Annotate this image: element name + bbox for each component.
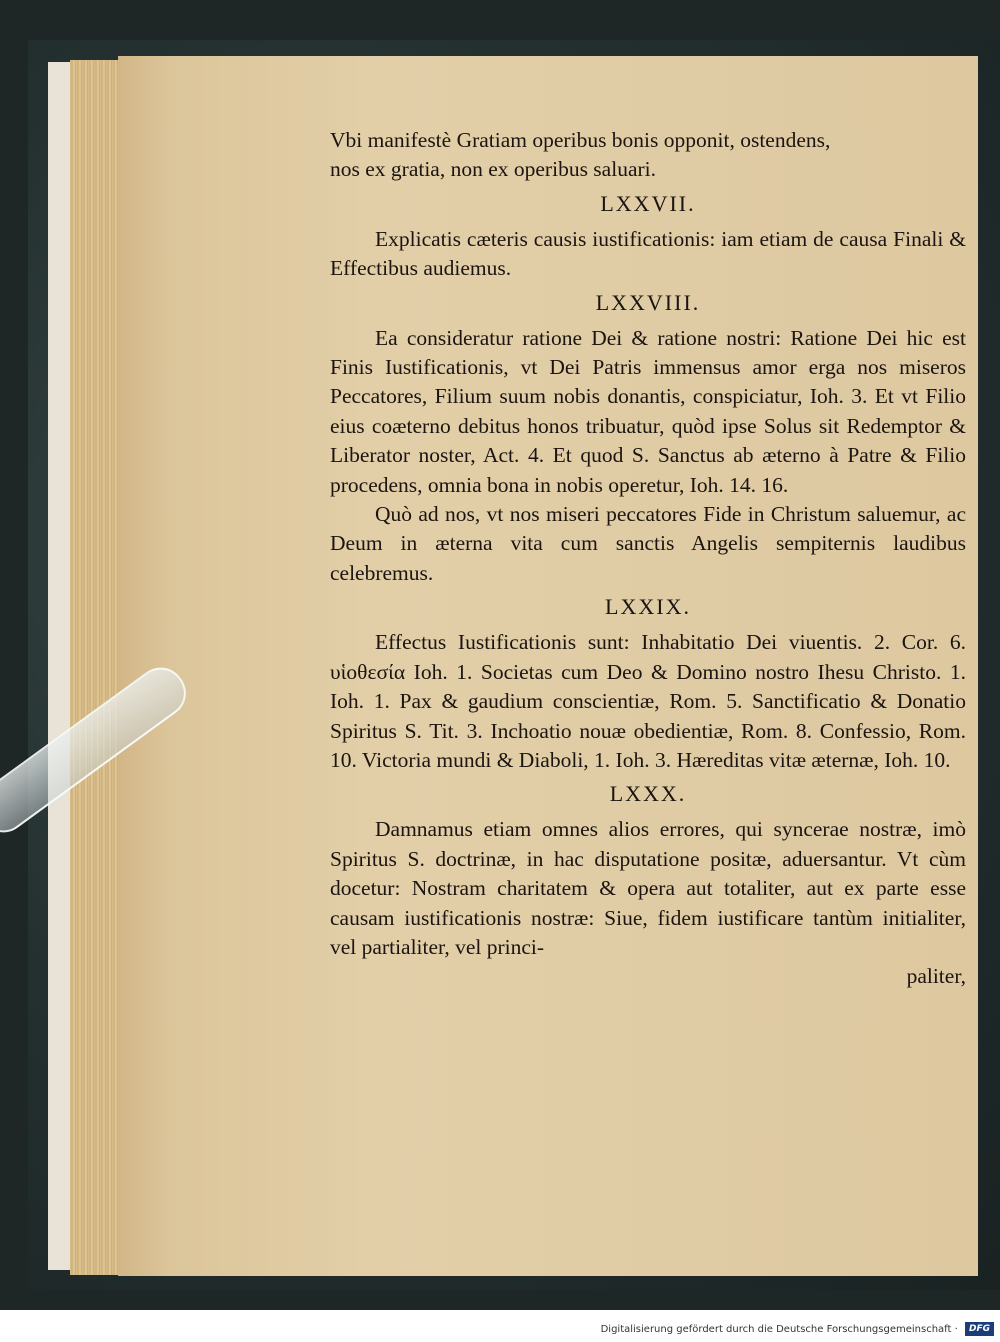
paragraph-lxxx: Damnamus etiam omnes alios errores, qui syncerae nostræ, imò Spiritus S. doctrinæ, in hac disputatione positæ, aduersantur. Vt cùm docetur: Nostram charitatem & opera aut totaliter, aut ex parte esse causam iustificationis nostræ: Siue, fidem iustificare tantùm initialiter, vel partialiter, vel princi-	[330, 817, 966, 959]
intro-line-1: Vbi manifestè Gratiam operibus bonis opponit, ostendens,	[330, 128, 831, 152]
section-heading-lxxviii: LXXVIII.	[595, 289, 701, 315]
section-heading-lxxvii: LXXVII.	[600, 190, 696, 216]
paragraph-lxxviii-1: Ea consideratur ratione Dei & ratione nostri: Ratione Dei hic est Finis Iustificationis, vt Dei Patris immensus amor erga nos miseros Peccatores, Filium suum nobis donantis, conspiciatur, Ioh. 3. Et vt Filio eius coæterno debitus honos tribuatur, quòd ipse Solus sit Redemptor & Liberator noster, Act. 4. Et quod S. Sanctus ab æterno à Patre & Filio procedens, omnia bona in nobis operetur, Ioh. 14. 16.	[330, 325, 966, 497]
footer-credit: Digitalisierung gefördert durch die Deutsche Forschungsgemeinschaft · DFG	[0, 1318, 994, 1342]
intro-line-2: nos ex gratia, non ex operibus saluari.	[330, 157, 656, 182]
footer-text: Digitalisierung gefördert durch die Deutsche Forschungsgemeinschaft	[600, 1324, 952, 1335]
section-heading-lxxx: LXXX.	[609, 781, 687, 807]
paragraph-lxxix: Effectus Iustificationis sunt: Inhabitatio Dei viuentis. 2. Cor. 6. υἱοθεσία Ioh. 1. Societas cum Deo & Domino nostro Ihesu Christo. 1. Ioh. 1. Pax & gaudium conscientiæ, Rom. 5. Sanctificatio & Donatio Spiritus S. Tit. 3. Inchoatio nouæ obedientiæ, Rom. 8. Confessio, Rom. 10. Victoria mundi & Diaboli, 1. Ioh. 3. Hæreditas vitæ æternæ, Ioh. 10.	[330, 630, 966, 772]
paragraph-lxxvii: Explicatis cæteris causis iustificationis: iam etiam de causa Finali & Effectibus audiemus.	[330, 226, 966, 281]
paragraph-lxxviii-2: Quò ad nos, vt nos miseri peccatores Fide in Christum saluemur, ac Deum in æterna vita cum sanctis Angelis sempiternis laudibus celebremus.	[330, 502, 966, 585]
dfg-logo-icon: DFG	[965, 1322, 994, 1336]
page-text	[330, 126, 966, 992]
section-heading-lxxix: LXXIX.	[605, 594, 691, 620]
catchword: paliter,	[906, 964, 966, 989]
